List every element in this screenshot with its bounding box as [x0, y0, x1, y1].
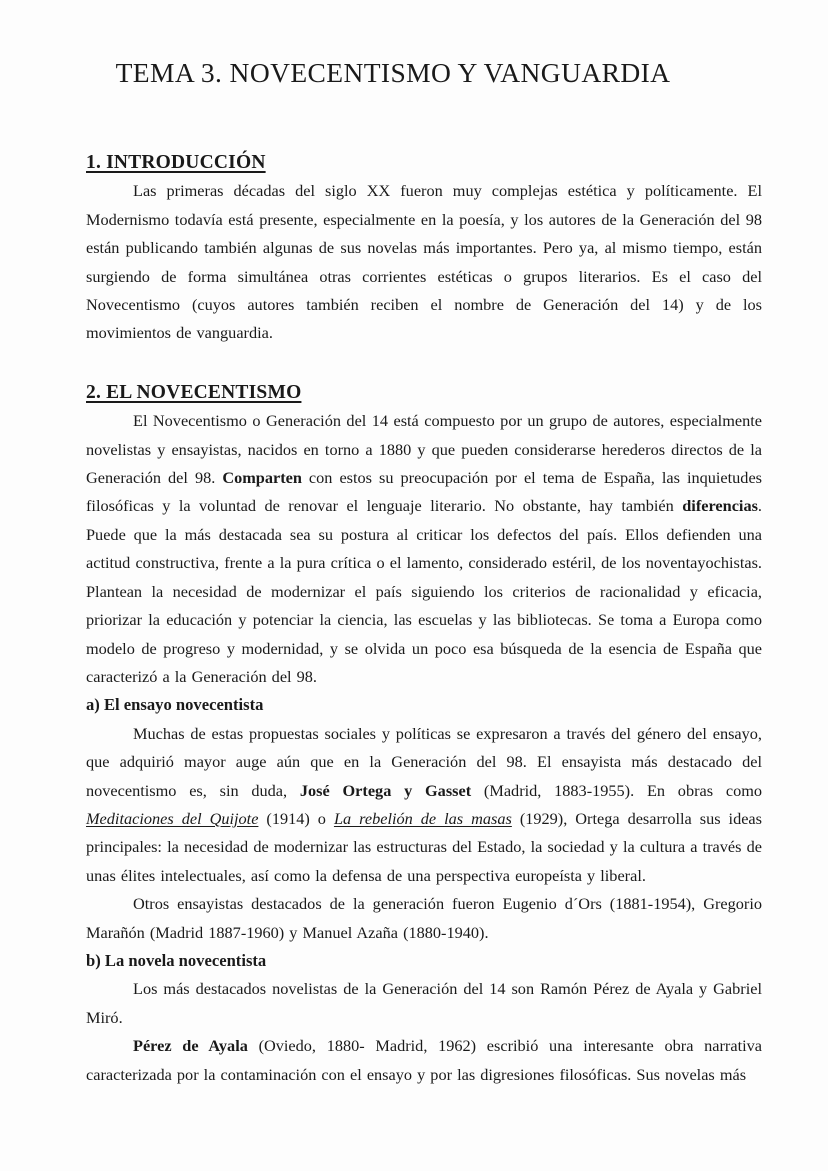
section-heading-el-novecentismo: 2. EL NOVECENTISMO	[86, 381, 302, 403]
section-introduccion	[86, 149, 762, 348]
text-run: La rebelión de las masas	[333, 808, 512, 828]
text-run: José Ortega y Gasset	[299, 780, 472, 800]
text-run: El Novecentismo o Generación del 14 está compuesto por un grupo de autores, especialmente novelistas y ensayistas, nacidos en torno a 1880 y que pueden considerarse herederos directos de la Generación del 98.	[86, 411, 762, 488]
subsection-heading-novela-novecentista: b) La novela novecentista	[86, 950, 267, 970]
text-run: Otros ensayistas destacados de la generación fueron Eugenio d´Ors (1881-1954), Gregorio Marañón (Madrid 1887-1960) y Manuel Azaña (1880-1940).	[86, 894, 762, 942]
text-run: (Madrid, 1883-1955). En obras como	[471, 780, 763, 800]
paragraph-ensayo-1	[86, 720, 762, 890]
text-run: diferencias	[682, 496, 758, 516]
paragraph-novela-2	[86, 1032, 762, 1089]
text-run: (1929), Ortega desarrolla sus ideas principales: la necesidad de modernizar las estructuras del Estado, la sociedad y la cultura a través de unas élites intelectuales, así como la defensa de una perspectiva europeísta y liberal.	[86, 808, 762, 885]
text-run: Los más destacados novelistas de la Generación del 14 son Ramón Pérez de Ayala y Gabriel Miró.	[86, 979, 762, 1027]
text-run: (Oviedo, 1880- Madrid, 1962) escribió una interesante obra narrativa caracterizada por la contaminación con el ensayo y por las digresiones filosóficas. Sus novelas más	[86, 1036, 762, 1084]
text-run: . Puede que la más destacada sea su postura al criticar los defectos del país. Ellos defienden una actitud constructiva, frente a la pura crítica o el lamento, considerado estéril, de los noventayochistas. Plantean la necesidad de modernizar el país siguiendo los criterios de racionalidad y eficacia, priorizar la educación y potenciar la ciencia, las escuelas y las bibliotecas. Se toma a Europa como modelo de progreso y modernidad, y se olvida un poco esa búsqueda de la esencia de España que caracterizó a la Generación del 98.	[86, 496, 762, 686]
paragraph-intro	[86, 177, 762, 347]
paragraph-novela-1	[86, 975, 762, 1032]
document-title: TEMA 3. NOVECENTISMO Y VANGUARDIA	[115, 57, 671, 88]
text-run: Pérez de Ayala	[133, 1036, 248, 1056]
text-run: (1914) o	[258, 808, 334, 828]
subsection-heading-ensayo-novecentista: a) El ensayo novecentista	[86, 695, 264, 715]
paragraph-ensayo-2	[86, 890, 762, 947]
text-run: con estos su preocupación por el tema de España, las inquietudes filosóficas y la voluntad de renovar el lenguaje literario. No obstante, hay también	[86, 468, 763, 516]
text-run: Las primeras décadas del siglo XX fueron muy complejas estética y políticamente. El Modernismo todavía está presente, especialmente en la poesía, y los autores de la Generación del 98 están publicando también algunas de sus novelas más importantes. Pero ya, al mismo tiempo, están surgiendo de forma simultánea otras corrientes estéticas o grupos literarios. Es el caso del Novecentismo (cuyos autores también reciben el nombre de Generación del 14) y de los movimientos de vanguardia.	[86, 181, 762, 343]
text-run: Muchas de estas propuestas sociales y políticas se expresaron a través del género del ensayo, que adquirió mayor auge aún que en la Generación del 98. El ensayista más destacado del novecentismo es, sin duda,	[86, 723, 762, 800]
text-run: Comparten	[222, 468, 302, 488]
section-el-novecentismo	[86, 379, 762, 1089]
document-content	[86, 56, 762, 1089]
section-heading-introduccion: 1. INTRODUCCIÓN	[86, 152, 266, 173]
text-run: Meditaciones del Quijote	[86, 808, 259, 828]
paragraph-novecentismo	[86, 407, 762, 691]
